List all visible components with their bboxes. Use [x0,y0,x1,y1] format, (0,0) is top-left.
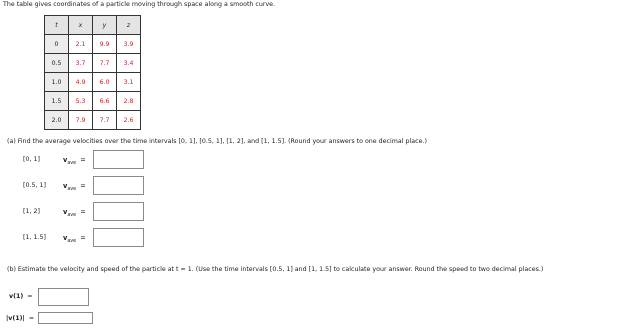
table-header-row [45,16,141,35]
cell-x: 3.7 [69,54,93,73]
interval-label: [0, 1] [23,156,40,163]
cell-x: 4.9 [69,73,93,92]
cell-z: 3.4 [117,54,141,73]
cell-t: 0 [45,35,69,54]
cell-t: 1.0 [45,73,69,92]
header-x: x [69,16,93,35]
cell-y: 7.7 [93,54,117,73]
table-row [45,54,141,73]
cell-y: 7.7 [93,111,117,130]
table-row [45,73,141,92]
vave-label: $v_{ave}$ = [63,156,86,166]
cell-y: 6.6 [93,92,117,111]
interval-label: [1, 2] [23,208,40,215]
interval-label: [0.5, 1] [23,182,46,189]
header-y: y [93,16,117,35]
table-row [45,111,141,130]
header-z: z [117,16,141,35]
part-b-prompt: (b) Estimate the velocity and speed of the particle at t = 1. (Use the time intervals [0.5, 1] and [1, 1.5] to calculate your answer. Round the speed to two decimal places.) [7,266,544,273]
part-a-prompt: (a) Find the average velocities over the time intervals [0, 1], [0.5, 1], [1, 2], and [1, 1.5]. (Round your answers to one decimal place.) [7,138,427,145]
cell-z: 3.1 [117,73,141,92]
velocity-label: v(1) = [9,293,33,300]
vave-label: $v_{ave}$ = [63,208,86,218]
header-t: t [45,16,69,35]
table-row [45,35,141,54]
vave-input-0.5-1[interactable] [93,176,144,195]
intro-text: The table gives coordinates of a particle moving through space along a smooth curve. [3,1,276,8]
cell-t: 1.5 [45,92,69,111]
vave-input-1-2[interactable] [93,202,144,221]
cell-y: 9.9 [93,35,117,54]
coordinates-table [44,15,141,130]
vave-input-1-1.5[interactable] [93,228,144,247]
speed-input[interactable] [38,312,93,324]
speed-label: |v(1)| = [6,315,35,322]
vave-input-0-1[interactable] [93,150,144,169]
cell-z: 2.6 [117,111,141,130]
cell-z: 3.9 [117,35,141,54]
cell-x: 5.3 [69,92,93,111]
interval-label: [1, 1.5] [23,234,46,241]
vave-label: $v_{ave}$ = [63,234,86,244]
cell-t: 2.0 [45,111,69,130]
cell-x: 7.9 [69,111,93,130]
velocity-input[interactable] [38,288,89,306]
cell-y: 6.0 [93,73,117,92]
cell-x: 2.1 [69,35,93,54]
cell-t: 0.5 [45,54,69,73]
vave-label: $v_{ave}$ = [63,182,86,192]
cell-z: 2.8 [117,92,141,111]
table-row [45,92,141,111]
